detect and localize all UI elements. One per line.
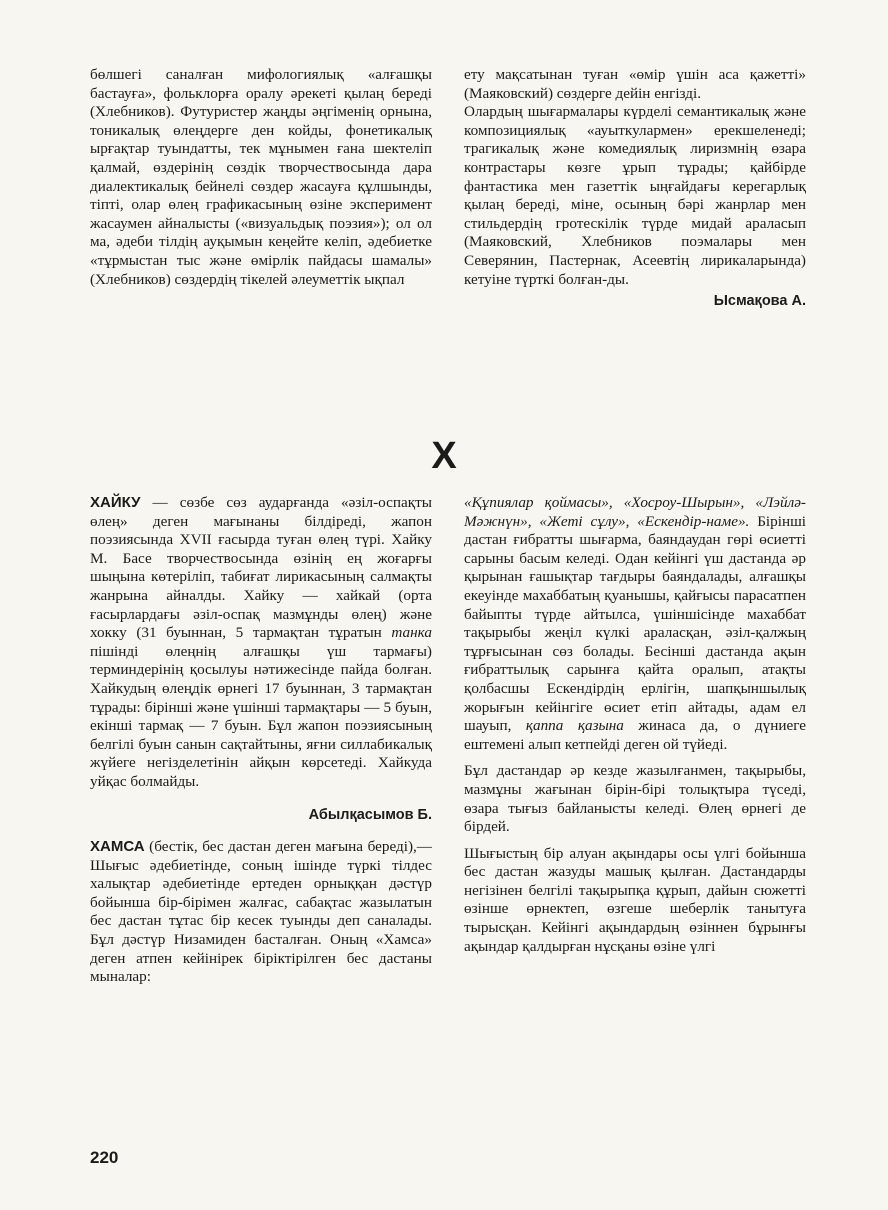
page-number: 220	[90, 1148, 119, 1167]
haiku-text-1: сөзбе сөз аударғанда «әзіл-оспақты өлең» деген мағынаны білдіреді, жапон поэзиясында XVII ғасырда туған өлең түрі. Хайку М. Басе творчествосында өзінің ең жоғарғы шыңына көтеріліп, табиғат лирикасының салмақты жанрына айналды. Хайку — хайкай (орта ғасырлардағы әзіл-оспақ мазмұнды өлең) және хокку (31 буыннан, 5 тармақтан тұратын	[90, 494, 432, 642]
futurism-continuation-text: бөлшегі саналған мифологиялық «алғашқы бастауға», фольклорға оралу әрекеті қылаң береді (Хлебников). Футуристер жаңды әңгіменің орнына, тоникалық өлеңдерге ден койды, фонетикалық ырғақтар туындатты, тек мұнымен ғана шектеліп қалмай, өздерінің сөздік творчествосында дара диалектикалық бейнелі сөздер жасауға құлшынды, тіпті, олар өлең графикасының өзіне эксперимент жасаумен айналысты («визуальдық поэзия»); ол ол ма, әдеби тілдің ауқымын кеңейте келіп, әдебиетке «тұрмыстан тыс және өмірлік пайдасы шамалы» (Хлебников) сөздердің тікелей әлеуметтік ықпал	[90, 66, 432, 288]
author-signature-abylkasymov: Абылқасымов Б.	[308, 806, 432, 823]
hamsa-right-para-2: Бұл дастандар әр кезде жазылғанмен, тақырыбы, мазмұны жағынан бірін-бірі толықтыра түседі, өзара тығыз байланысты келеді. Өлең өрнегі де бірдей.	[464, 762, 806, 836]
hamsa-right-para-3: Шығыстың бір алуан ақындары осы үлгі бойынша бес дастан жазуды машық қылған. Дастандарды негізінен белгілі тақырыпқа құрып, дайын сюжетті өзінше өрнектеп, өзгеше шеберлік танытуға тырысқан. Кейінгі ақындардың өзіннен бұрынғы ақындар қалдырған нұсқаны өзіне үлгі	[464, 844, 806, 955]
haiku-text-italic: танка	[391, 624, 432, 642]
haiku-term: ХАЙКУ	[90, 494, 141, 511]
bottom-right-column	[464, 494, 806, 956]
top-left-column	[90, 66, 432, 289]
hamsa-term: ХАМСА	[90, 838, 145, 856]
futurism-right-para-1: ету мақсатынан туған «өмір үшін аса қажетті» (Маяковский) сөздерге дейін енгізді.	[464, 66, 806, 102]
top-right-column	[464, 66, 806, 311]
haiku-text-2: пішінді өлеңнің алғашқы үш тармағы) терминдерінің қосылуы нәтижесінде пайда болған. Хайкудың өлеңдік өрнегі 17 буыннан, 3 тармақтан тұрады: бірінші және үшінші тармақтары — 5 буын, екінші тармақ — 7 буын. Бұл жапон поэзиясының белгілі буын санын сақтайтыны, яғни силлабикалық жүйеге негізделетінін айқын көрсетеді. Хайкуда уйқас болмайды.	[90, 642, 432, 790]
hamsa-italic-phrase: қаппа қазына	[525, 717, 624, 735]
author-signature-ysmakova: Ысмақова А.	[713, 293, 806, 310]
section-letter: Х	[431, 435, 457, 477]
hamsa-poem-titles: «Құпиялар қоймасы», «Хосроу-Шырын», «Лэйлә-Мәжнүн», «Жеті сұлу», «Ескендір-наме».	[464, 494, 806, 530]
hamsa-entry	[90, 838, 432, 987]
futurism-right-para-2: Олардың шығармалары күрделі семантикалық және композициялық «ауыткулармен» ерекшеленеді; трагикалық және комедиялық лиризмнің өзара контрастары көзге ұрып тұрады; қайбірде фантастика мен газеттік ыңғайдағы керегарлық қылаң береді, міне, осының бәрі жанрлар мен стильдердің гротескілік түрде мидай араласып (Маяковский, Хлебников поэмалары мен Северянин, Пастернак, Асеевтің лирикаларында) кетуіне түрткі болған-ды.	[464, 103, 806, 288]
haiku-entry	[90, 494, 432, 792]
hamsa-text: (бестік, бес дастан деген мағына береді),— Шығыс әдебиетінде, соның ішінде түркі тілдес халықтар әдебиетінде ертеден орныққан дәстүр бойынша бір-бірімен жалғас, сабақтас жазылатын бес дастан тұтас бір кесек туынды деп саналады. Бұл дәстүр Низамиден басталған. Оның «Хамса» деген атпен кейінірек біріктірілген бес дастаны мыналар:	[90, 838, 432, 986]
hamsa-right-para-1-end: жинаса да, о дүниеге ештемені алып кетпейді деген ой түйеді.	[464, 717, 806, 753]
haiku-dash: —	[140, 494, 180, 511]
hamsa-right-para-1	[464, 494, 806, 754]
hamsa-right-para-1-text: Бірінші дастан ғибратты шығарма, баяндаудан гөрі өсиетті сарыны басым келеді. Одан кейінгі үш дастанда әр қырынан ғашықтар тағдыры баяндалады, алғашқы екеуінде махаббатың қуанышы, қайғысы парасатпен байыпты түрде айтылса, үшіншісінде махаббат тақырыбы жеңіл күлкі араласқан, әзіл-қалжың тұрғысынан сөз болады. Бесінші дастанда ақын ғибраттылық сарынға қайта оралып, атақты қолбасшы Ескендірдің ерлігін, шапқыншылық жорығын кейінгіге өсиет етіп айтады, адам ел шауып,	[464, 512, 806, 735]
bottom-left-column	[90, 494, 432, 987]
